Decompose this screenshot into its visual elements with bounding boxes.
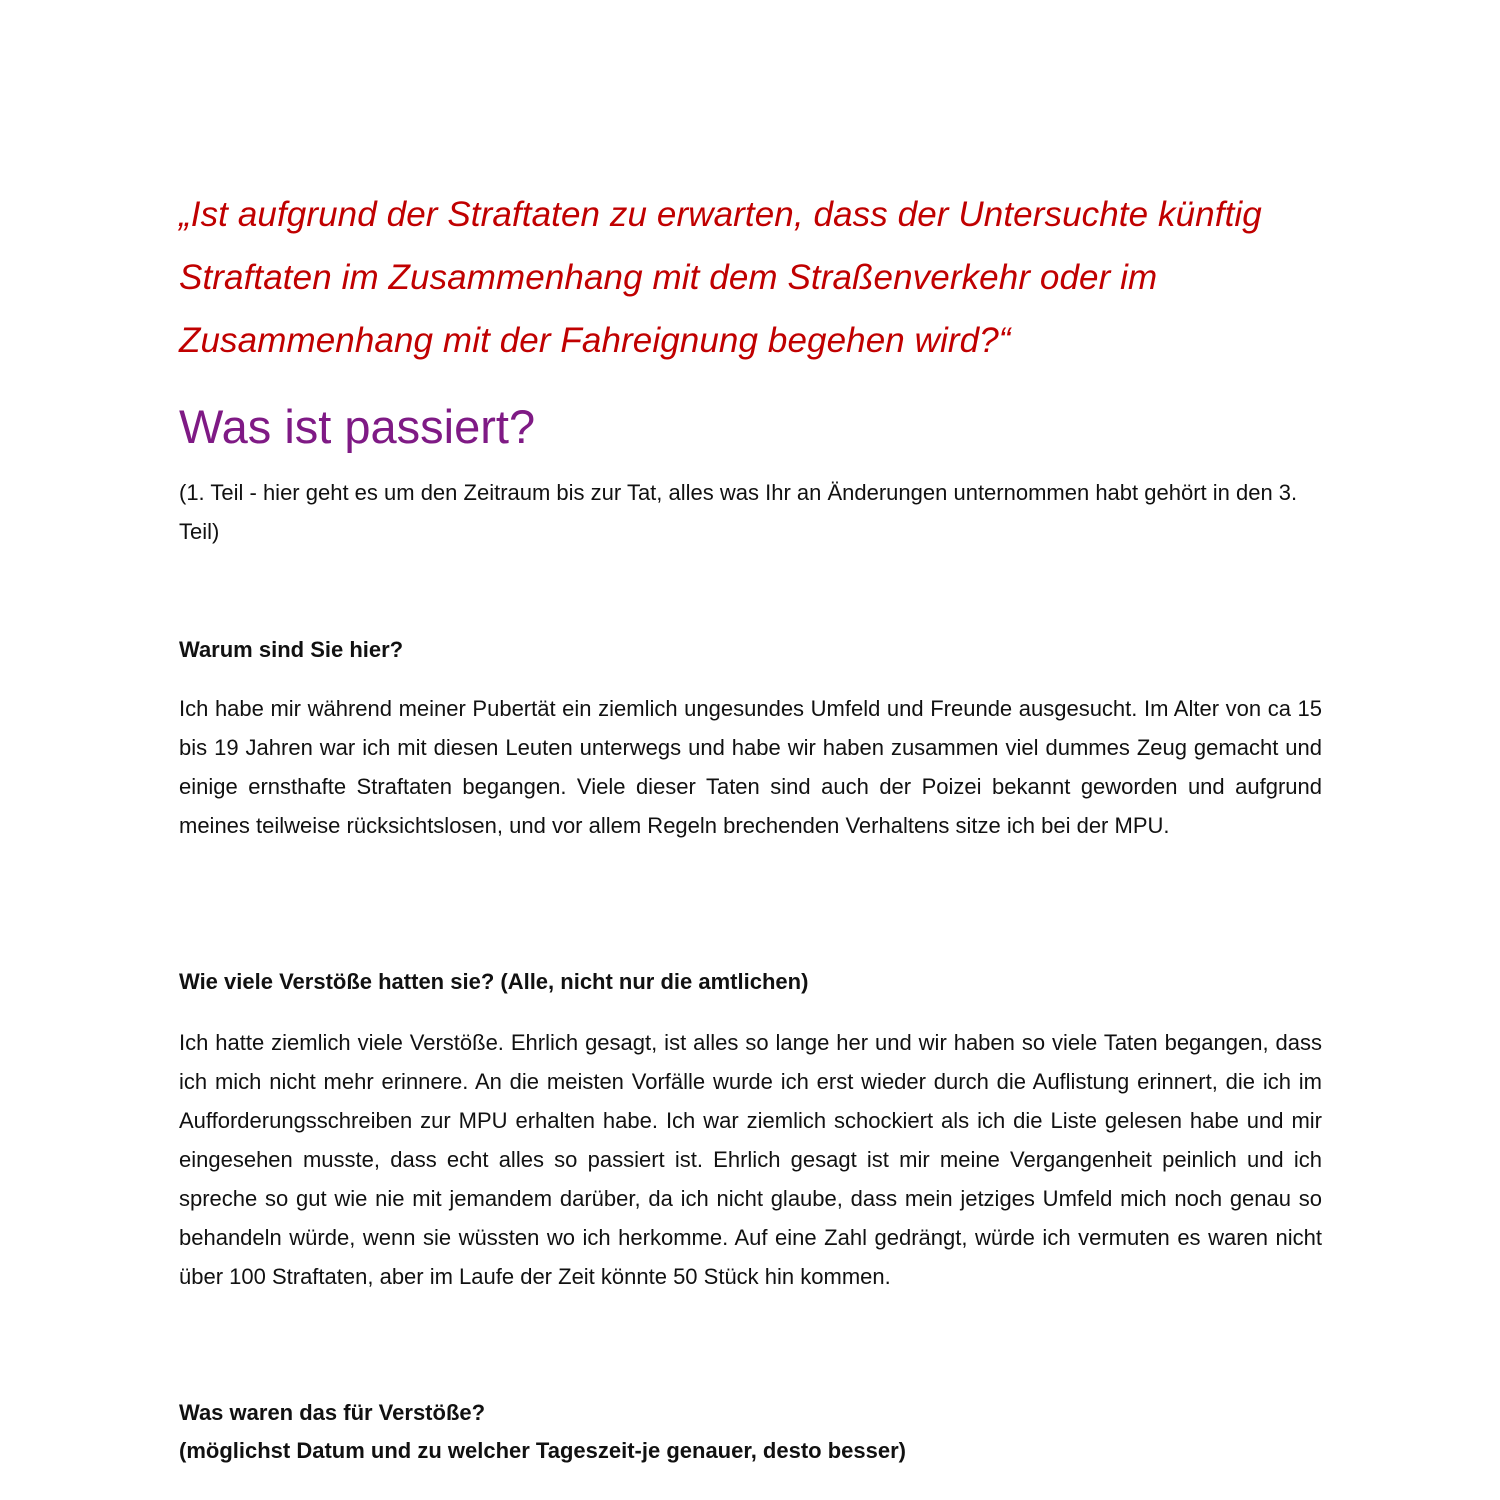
document-page (179, 0, 1322, 1500)
question-heading (179, 1394, 1322, 1470)
answer-paragraph: Ich hatte ziemlich viele Verstöße. Ehrlich gesagt, ist alles so lange her und wir haben so viele Taten begangen, dass ich mich nicht mehr erinnere. An die meisten Vorfälle wurde ich erst wieder durch die Auflistung erinnert, die ich im Aufforderungsschreiben zur MPU erhalten habe. Ich war ziemlich schockiert als ich die Liste gelesen habe und mir eingesehen musste, dass echt alles so passiert ist. Ehrlich gesagt ist mir meine Vergangenheit peinlich und ich spreche so gut wie nie mit jemandem darüber, da ich nicht glaube, dass mein jetziges Umfeld mich noch genau so behandeln würde, wenn sie wüssten wo ich herkomme. Auf eine Zahl gedrängt, würde ich vermuten es waren nicht über 100 Straftaten, aber im Laufe der Zeit könnte 50 Stück hin kommen. (179, 1030, 1322, 1289)
question-note: (möglichst Datum und zu welcher Tageszeit-je genauer, desto besser) (179, 1438, 906, 1463)
question-text: Was waren das für Verstöße? (179, 1400, 486, 1425)
question-heading: Warum sind Sie hier? (179, 637, 404, 662)
answer-paragraph: Ich habe mir während meiner Pubertät ein ziemlich ungesundes Umfeld und Freunde ausgesucht. Im Alter von ca 15 bis 19 Jahren war ich mit diesen Leuten unterwegs und habe wir haben zusammen viel dummes Zeug gemacht und einige ernsthafte Straftaten begangen. Viele dieser Taten sind auch der Poizei bekannt geworden und aufgrund meines teilweise rücksichtslosen, und vor allem Regeln brechenden Verhaltens sitze ich bei der MPU. (179, 696, 1322, 838)
assessment-question-quote: „Ist aufgrund der Straftaten zu erwarten, dass der Untersuchte künftig Straftaten im Zusammenhang mit dem Straßenverkehr oder im Zusammenhang mit der Fahreignung begehen wird?“ (179, 195, 1262, 360)
question-heading: Wie viele Verstöße hatten sie? (Alle, nicht nur die amtlichen) (179, 969, 809, 994)
section-title: Was ist passiert? (179, 400, 536, 453)
section-note: (1. Teil - hier geht es um den Zeitraum bis zur Tat, alles was Ihr an Änderungen unternommen habt gehört in den 3. Teil) (179, 480, 1298, 544)
